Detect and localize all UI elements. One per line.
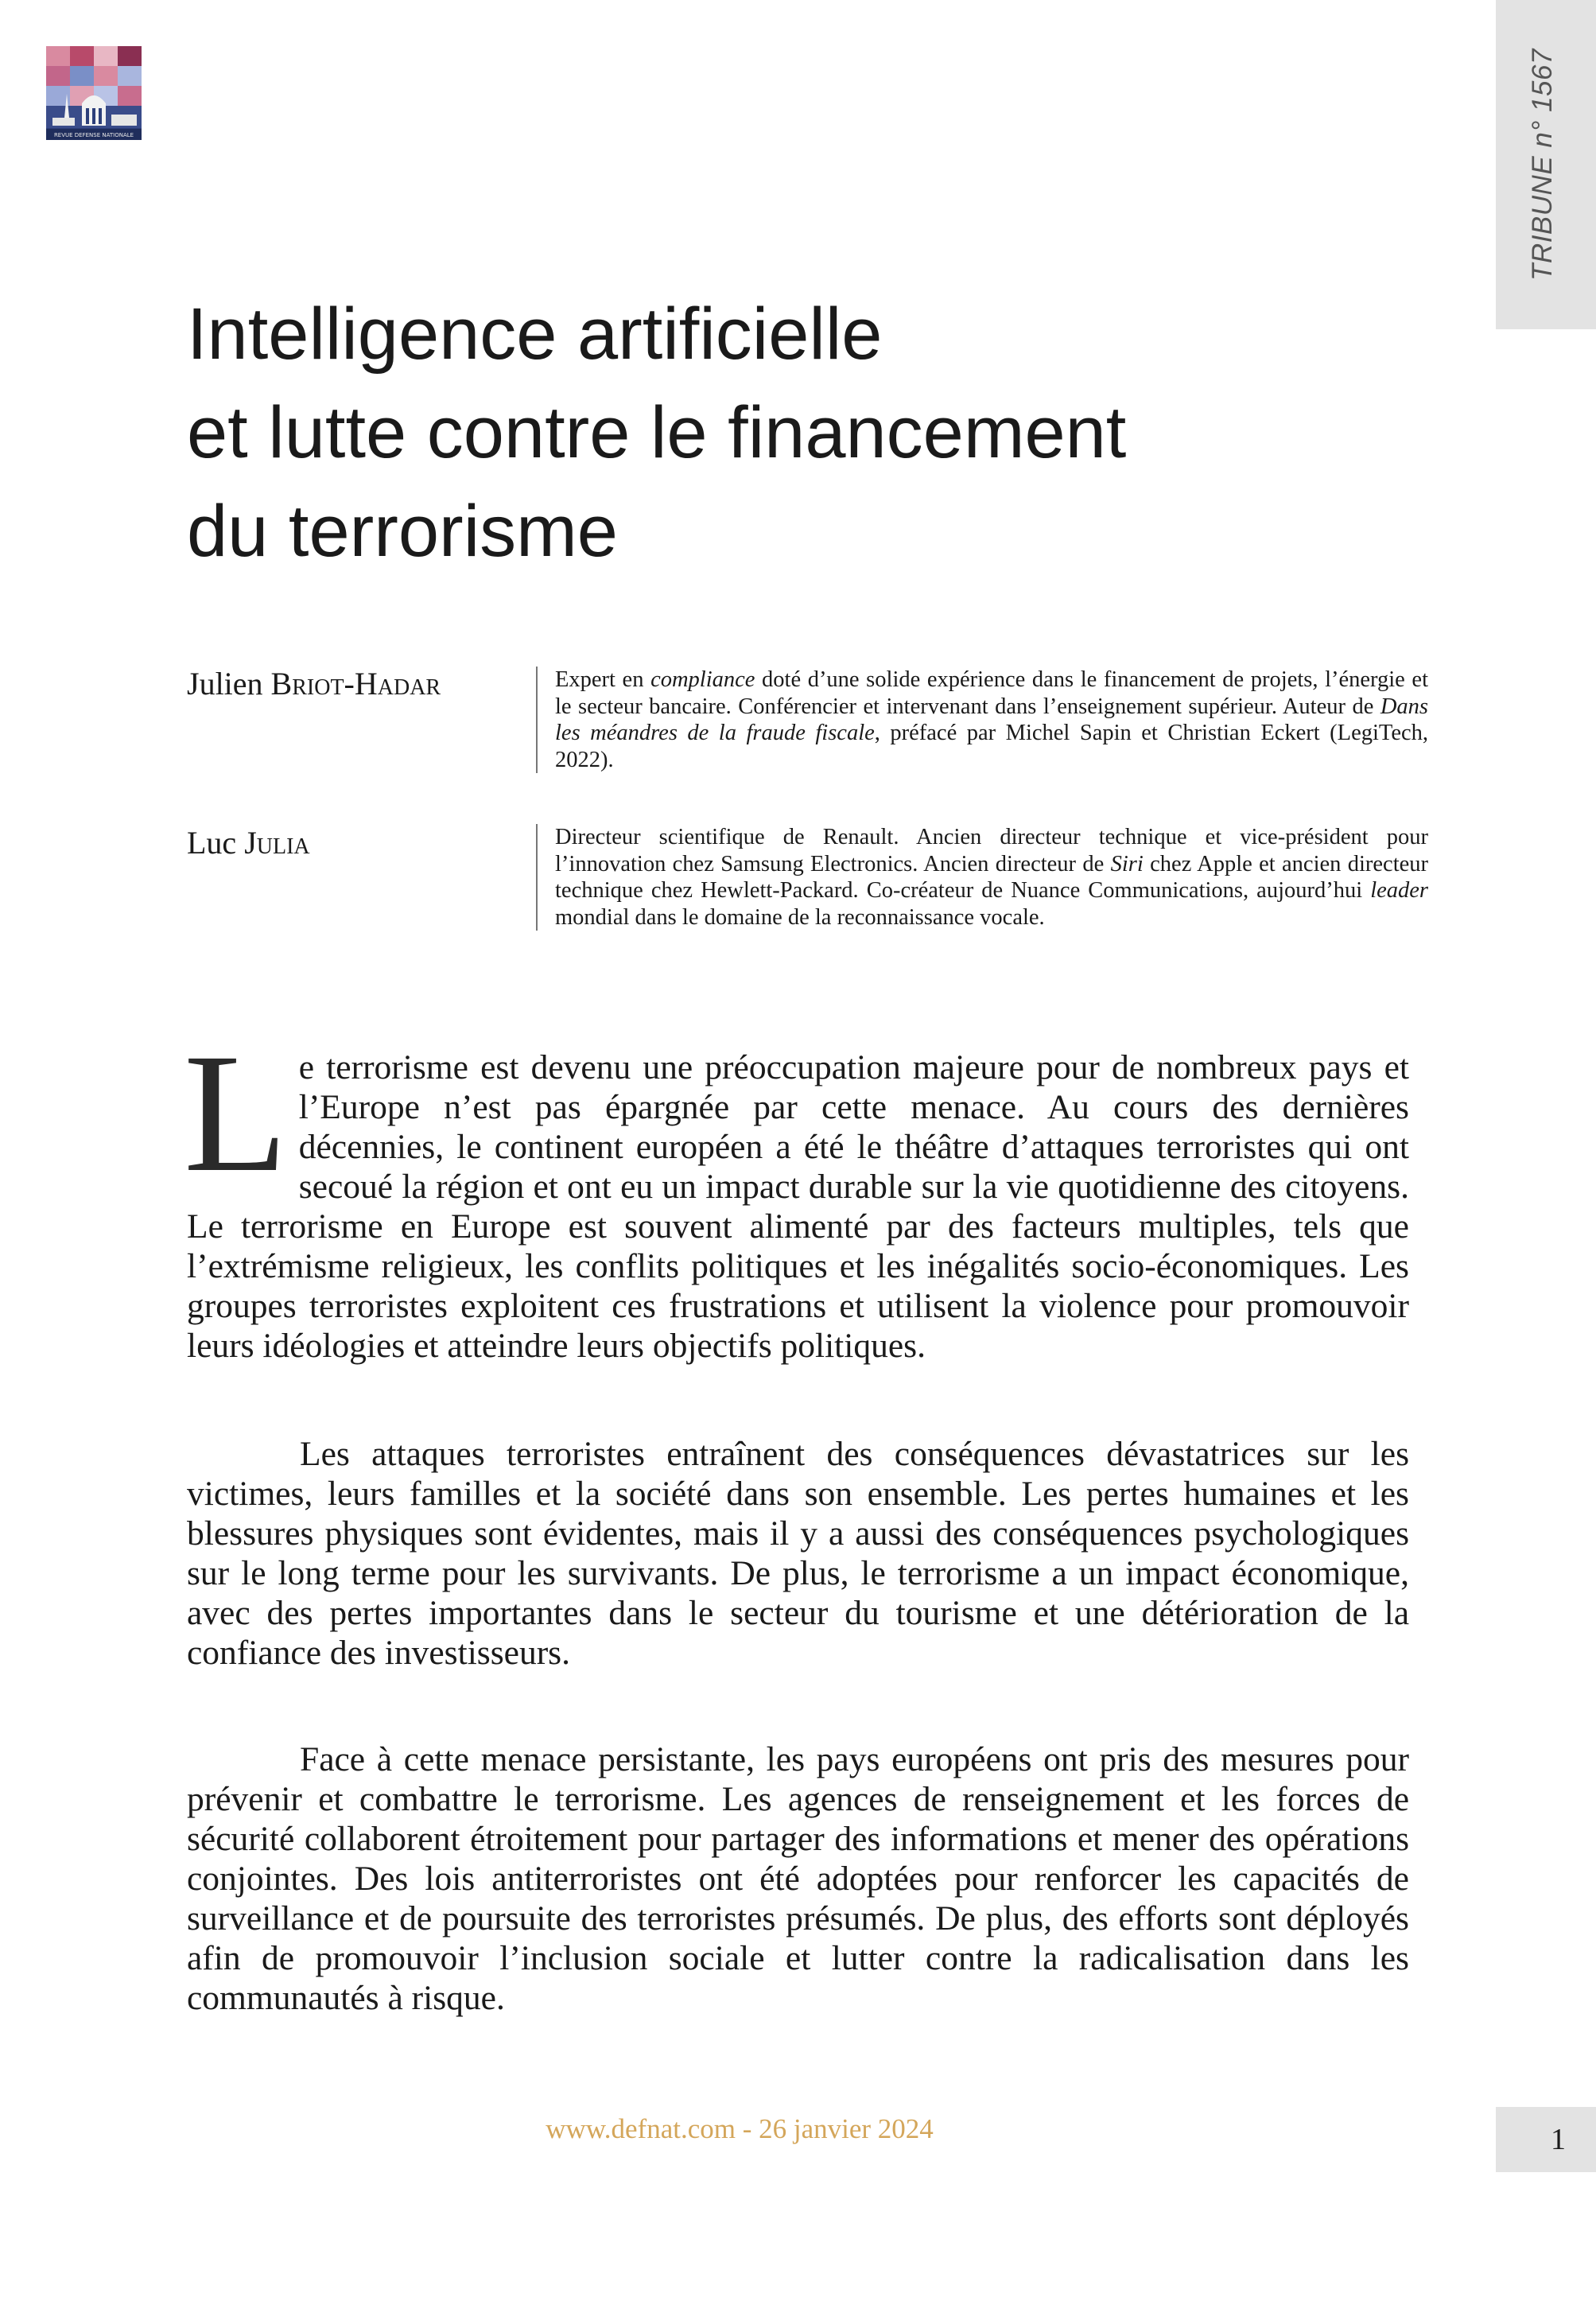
bio-text: , préfacé par Michel Sapin et Christian Eckert (LegiTech, 2022). — [555, 721, 1428, 772]
paragraph-text: Face à cette menace persistante, les pays européens ont pris des mesures pour prévenir et combattre le terrorisme. Les agences de renseignement et les forces de sécurité collaborent étroitement pour partager des informations et mener des opérations conjointes. Des lois antiterroristes ont été adoptées pour renforcer les capacités de surveillance et de poursuite des terroristes présumés. De plus, des efforts sont déployés afin de promouvoir l’inclusion sociale et lutter contre la radicalisation dans les communautés à risque. — [187, 1740, 1409, 2017]
bio-italic: Siri — [1110, 851, 1144, 876]
bio-text: Expert en — [555, 667, 651, 692]
author-bio-1 — [536, 667, 1428, 773]
bio-text: doté d’une solide expérience dans le financement de projets, l’énergie et le secteur bancaire. Conférencier et intervenant dans l’enseignement supérieur. Auteur de — [555, 667, 1428, 719]
bio-text: chez Apple et ancien directeur technique chez Hewlett-Packard. Co-créateur de Nuance Communications, aujourd’hui — [555, 851, 1428, 903]
paragraph-text: e terrorisme est devenu une préoccupation majeure pour de nombreux pays et l’Europe n’est pas épargnée par cette menace. Au cours des dernières décennies, le continent européen a été le théâtre d’attaques terroristes qui ont secoué la région et ont eu un impact durable sur la vie quotidienne des citoyens. Le terrorisme en Europe est souvent alimenté par des facteurs multiples, tels que l’extrémisme religieux, les conflits politiques et les inégalités socio-économiques. Les groupes terroristes exploitent ces frustrations et utilisent la violence pour promouvoir leurs idéologies et atteindre leurs objectifs politiques. — [187, 1048, 1409, 1365]
author-first-name: Luc — [187, 825, 237, 861]
article-title-line: Intelligence artificielle — [187, 293, 883, 375]
bio-text: Directeur scientifique de Renault. Ancien directeur technique et vice-président pour l’innovation chez Samsung Electronics. Ancien directeur de — [555, 825, 1428, 876]
author-last-name: Julia — [244, 825, 310, 861]
tribune-number-label: TRIBUNE n° 1567 — [1527, 49, 1558, 281]
author-last-name: Briot-Hadar — [270, 666, 441, 702]
article-title-line: et lutte contre le financement — [187, 392, 1127, 473]
article-title-line: du terrorisme — [187, 491, 618, 572]
bio-italic: leader — [1370, 878, 1428, 903]
author-first-name: Julien — [187, 666, 263, 702]
bio-book-title: Dans les méandres de la fraude fiscale — [555, 694, 1428, 745]
drop-cap: L — [184, 1019, 288, 1207]
paragraph-text: Les attaques terroristes entraînent des conséquences dévastatrices sur les victimes, leurs familles et la société dans son ensemble. Les pertes humaines et les blessures physiques sont évidentes, mais il y a aussi des conséquences psychologiques sur le long terme pour les survivants. De plus, le terrorisme a un impact économique, avec des pertes importantes dans le secteur du tourisme et une détérioration de la confiance des investisseurs. — [187, 1435, 1409, 1672]
bio-italic: compliance — [650, 667, 755, 692]
body-paragraph-3 — [187, 1739, 1409, 2018]
footer-url-date[interactable]: www.defnat.com - 26 janvier 2024 — [546, 2113, 934, 2144]
author-name-2 — [187, 824, 310, 861]
author-name-1 — [187, 665, 441, 702]
article-title — [187, 285, 1427, 581]
bio-text: mondial dans le domaine de la reconnaissance vocale. — [555, 904, 1045, 930]
body-paragraph-1 — [184, 1019, 1409, 1366]
publication-logo[interactable] — [46, 46, 142, 140]
page-number: 1 — [1551, 2123, 1566, 2156]
institution-building-logo-icon — [46, 46, 142, 140]
body-paragraph-2 — [187, 1434, 1409, 1673]
author-bio-2 — [536, 824, 1428, 931]
logo-caption: REVUE DEFENSE NATIONALE — [53, 132, 134, 138]
